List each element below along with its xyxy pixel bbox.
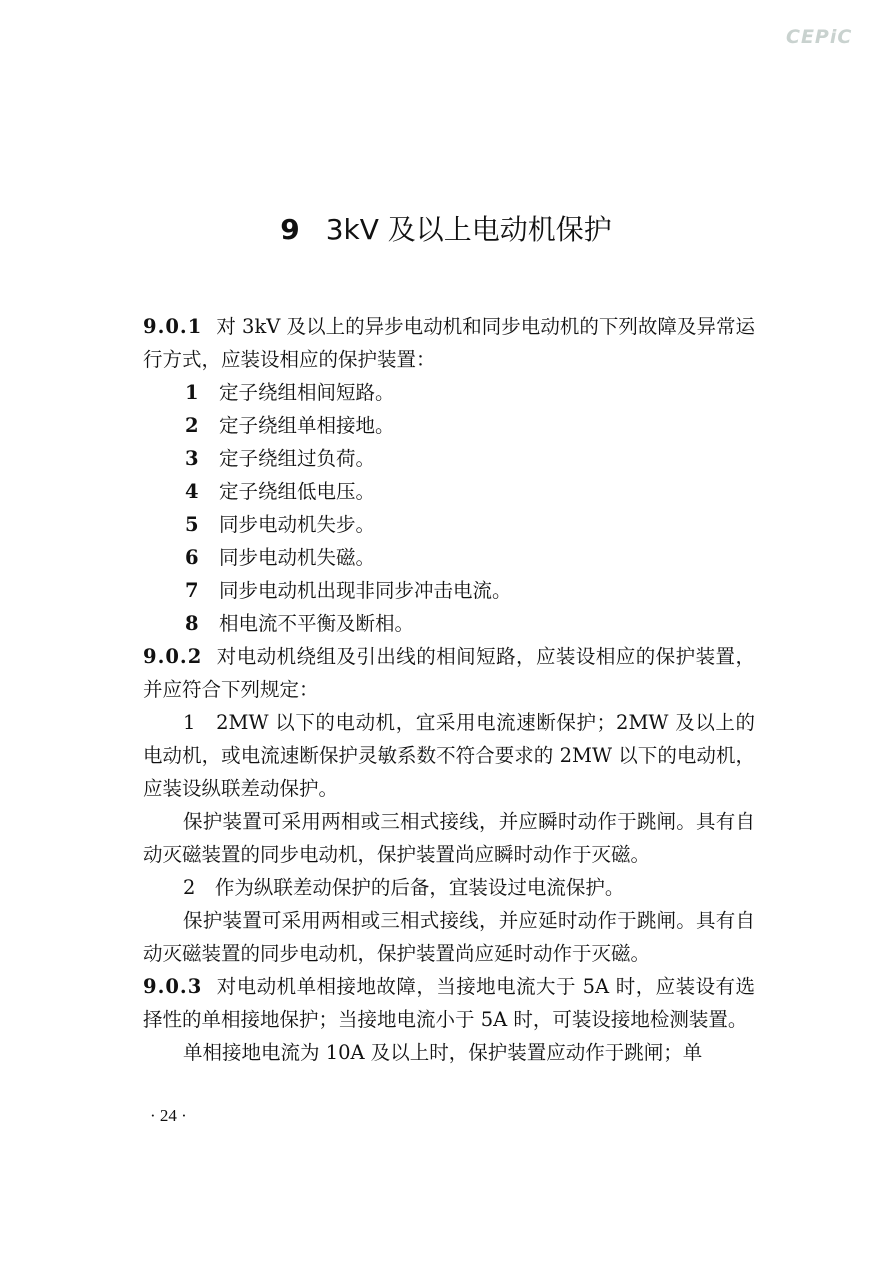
list-item: [143, 442, 755, 475]
list-item: [143, 376, 755, 409]
list-item: [143, 541, 755, 574]
list-item: [143, 574, 755, 607]
clause-number: 9.0.1: [143, 315, 203, 338]
list-item-text: 定子绕组低电压。: [219, 480, 376, 503]
list-item-number: 3: [185, 447, 199, 470]
list-item-number: 5: [185, 513, 199, 536]
clause-number: 9.0.3: [143, 975, 203, 998]
list-item-number: 6: [185, 546, 199, 569]
chapter-title-text: 3kV 及以上电动机保护: [325, 213, 612, 246]
list-item-text: 定子绕组单相接地。: [219, 414, 395, 437]
list-item: [143, 508, 755, 541]
clause-9-0-1: [143, 310, 755, 376]
list-item-text: 同步电动机失磁。: [219, 546, 376, 569]
cepic-watermark: CEPiC: [786, 26, 853, 48]
clause-9-0-2: [143, 640, 755, 706]
list-item: [143, 409, 755, 442]
clause-paragraph: 单相接地电流为 10A 及以上时，保护装置应动作于跳闸；单: [183, 1041, 703, 1064]
clause-number: 9.0.2: [143, 645, 203, 668]
clause-text: 对电动机绕组及引出线的相间短路，应装设相应的保护装置，并应符合下列规定：: [143, 645, 755, 701]
list-item: [143, 475, 755, 508]
list-item-text: 定子绕组过负荷。: [219, 447, 376, 470]
list-item-number: 8: [185, 612, 199, 635]
chapter-number: 9: [280, 213, 300, 246]
clause-text: 对电动机单相接地故障，当接地电流大于 5A 时，应装设有选择性的单相接地保护；当接地电流小于 5A 时，可装设接地检测装置。: [143, 975, 755, 1031]
list-item-text: 同步电动机失步。: [219, 513, 376, 536]
list-item-text: 定子绕组相间短路。: [219, 381, 395, 404]
clause-9-0-3: [143, 970, 755, 1036]
clause-item: 1 2MW 以下的电动机，宜采用电流速断保护；2MW 及以上的电动机，或电流速断保护灵敏系数不符合要求的 2MW 以下的电动机，应装设纵联差动保护。: [143, 711, 755, 800]
clause-paragraph: 保护装置可采用两相或三相式接线，并应延时动作于跳闸。具有自动灭磁装置的同步电动机，保护装置尚应延时动作于灭磁。: [143, 909, 755, 965]
list-item-text: 相电流不平衡及断相。: [219, 612, 415, 635]
page-number: · 24 ·: [150, 1106, 187, 1125]
list-item-number: 2: [185, 414, 199, 437]
list-item-text: 同步电动机出现非同步冲击电流。: [219, 579, 512, 602]
list-item: [143, 607, 755, 640]
document-body: [143, 310, 755, 1069]
list-item-number: 1: [185, 381, 199, 404]
clause-item: 2 作为纵联差动保护的后备，宜装设过电流保护。: [183, 876, 625, 899]
clause-paragraph: 保护装置可采用两相或三相式接线，并应瞬时动作于跳闸。具有自动灭磁装置的同步电动机，保护装置尚应瞬时动作于灭磁。: [143, 810, 755, 866]
list-item-number: 7: [185, 579, 199, 602]
clause-text: 对 3kV 及以上的异步电动机和同步电动机的下列故障及异常运行方式，应装设相应的保护装置：: [143, 315, 755, 371]
list-item-number: 4: [185, 480, 199, 503]
chapter-title: [0, 210, 892, 250]
